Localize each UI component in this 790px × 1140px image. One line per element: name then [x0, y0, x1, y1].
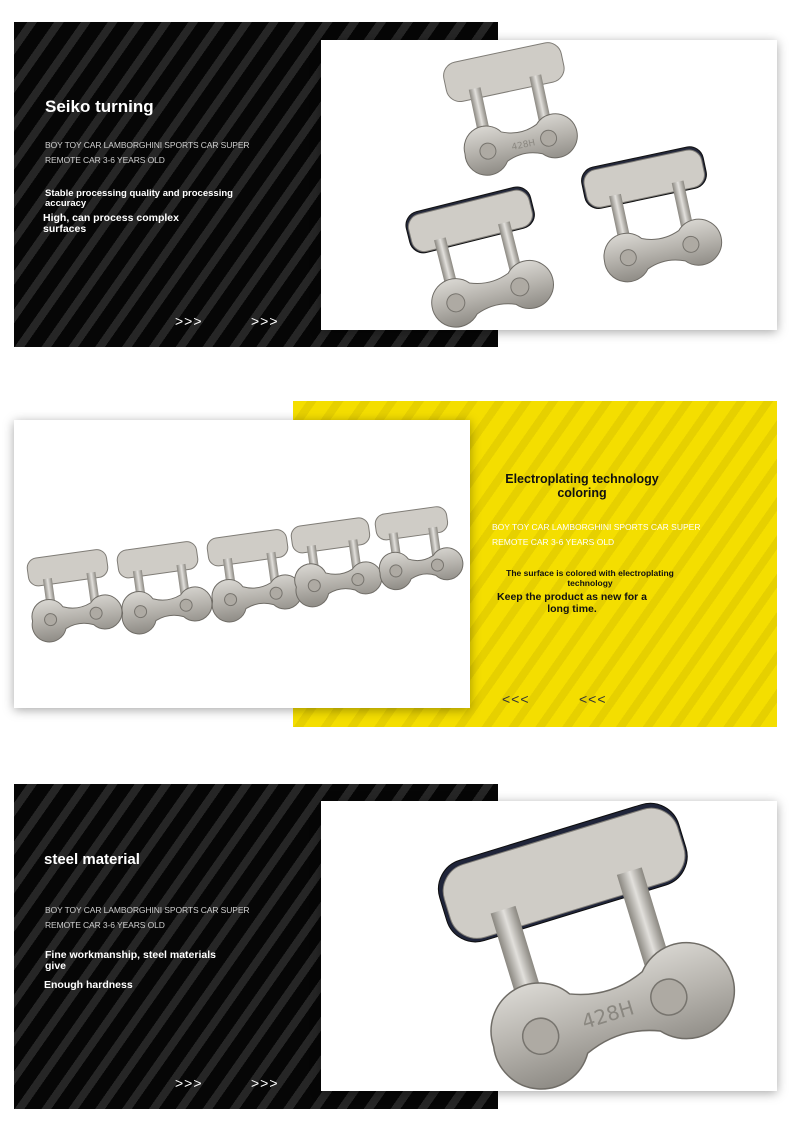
feature-text-2: Keep the product as new for a long time. [497, 591, 647, 615]
feature-text-2: Enough hardness [44, 979, 133, 991]
large-chain-link [431, 801, 748, 1091]
arrow-decoration-left: >>> [175, 313, 203, 329]
product-photo-five-links [14, 420, 470, 708]
link-marking-text: 428H [578, 995, 637, 1034]
arrow-decoration-right: >>> [251, 1075, 279, 1091]
section-title: steel material [44, 851, 140, 868]
section-subtitle-line2: REMOTE CAR 3-6 YEARS OLD [45, 155, 165, 165]
feature-text-1: Fine workmanship, steel materials give [45, 949, 216, 972]
chain-link-3 [579, 144, 726, 287]
arrow-decoration-left: <<< [502, 691, 530, 707]
section-subtitle-line2: REMOTE CAR 3-6 YEARS OLD [45, 920, 165, 930]
section-title: Electroplating technology coloring [505, 472, 659, 500]
chain-row-illustration [14, 420, 470, 708]
section-subtitle-line2: REMOTE CAR 3-6 YEARS OLD [492, 537, 615, 547]
product-photo-three-links [321, 40, 777, 330]
arrow-decoration-left: >>> [175, 1075, 203, 1091]
chain-link-2 [403, 184, 559, 330]
large-chain-link-illustration [321, 801, 777, 1091]
section-subtitle-line1: BOY TOY CAR LAMBORGHINI SPORTS CAR SUPER [492, 522, 701, 532]
product-photo-single-link [321, 801, 777, 1091]
feature-text-2: High, can process complex surfaces [43, 212, 179, 235]
arrow-decoration-right: >>> [251, 313, 279, 329]
arrow-decoration-right: <<< [579, 691, 607, 707]
section-title: Seiko turning [45, 97, 154, 116]
chain-link-1 [441, 40, 583, 180]
chain-link-row [23, 504, 465, 644]
section-subtitle-line1: BOY TOY CAR LAMBORGHINI SPORTS CAR SUPER [45, 140, 250, 150]
feature-text-1: The surface is colored with electroplating technology [506, 568, 674, 588]
section-subtitle-line1: BOY TOY CAR LAMBORGHINI SPORTS CAR SUPER [45, 905, 250, 915]
feature-text-1: Stable processing quality and processing accuracy [45, 188, 233, 209]
chain-link-illustration [321, 40, 777, 330]
link-marking-text: 428H [510, 138, 537, 153]
